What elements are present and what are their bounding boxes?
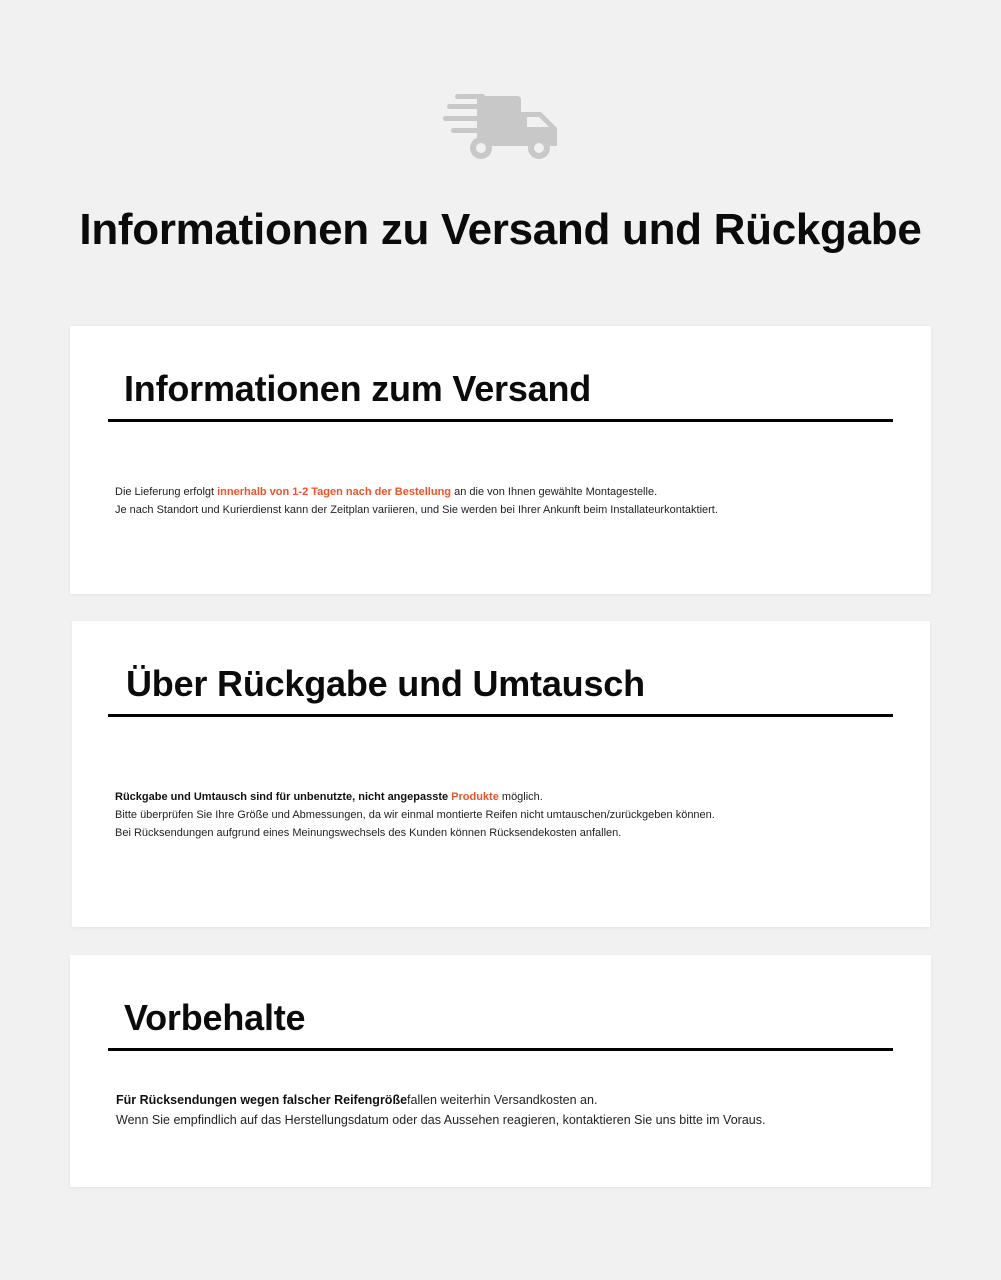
products-highlight: Produkte — [451, 791, 499, 803]
shipping-info-card — [70, 326, 931, 594]
delivery-truck-icon — [443, 92, 559, 160]
shipping-line-1-end: an die von Ihnen gewählte Montagestelle. — [451, 486, 658, 498]
returns-text — [115, 788, 890, 842]
returns-section-title: Über Rückgabe und Umtausch — [126, 663, 645, 704]
delivery-time-highlight: innerhalb von 1-2 Tagen nach der Bestellung — [217, 486, 452, 498]
section-divider — [108, 1048, 893, 1051]
returns-line-3: Bei Rücksendungen aufgrund eines Meinungswechsels des Kunden können Rücksendekosten anfallen. — [115, 827, 622, 839]
shipping-text — [115, 483, 891, 519]
shipping-section-title: Informationen zum Versand — [124, 368, 592, 409]
returns-line-1-bold: Rückgabe und Umtausch sind für unbenutzte, nicht angepasste — [115, 791, 452, 803]
returns-line-1 — [115, 788, 890, 806]
returns-info-card — [72, 621, 930, 927]
shipping-line-1-text: Die Lieferung erfolgt — [115, 486, 218, 498]
reservations-section-title: Vorbehalte — [124, 997, 306, 1038]
section-divider — [108, 714, 893, 717]
shipping-line-1 — [115, 483, 891, 501]
reservations-line-1-end: fallen weiterhin Versandkosten an. — [407, 1093, 598, 1107]
reservations-line-1-bold: Für Rücksendungen wegen falscher Reifengröße — [116, 1093, 408, 1107]
shipping-line-2: Je nach Standort und Kurierdienst kann der Zeitplan variieren, und Sie werden bei Ihrer Ankunft beim Installateurkontaktiert. — [115, 504, 718, 516]
returns-line-1-end: möglich. — [498, 791, 543, 803]
returns-line-2: Bitte überprüfen Sie Ihre Größe und Abmessungen, da wir einmal montierte Reifen nicht umtauschen/zurückgeben können. — [115, 809, 715, 821]
reservations-card — [70, 955, 931, 1187]
page-title: Informationen zu Versand und Rückgabe — [79, 205, 922, 254]
reservations-text — [116, 1090, 891, 1130]
section-divider — [108, 419, 893, 422]
reservations-line-2: Wenn Sie empfindlich auf das Herstellungsdatum oder das Aussehen reagieren, kontaktieren Sie uns bitte im Voraus. — [116, 1113, 766, 1127]
reservations-line-1 — [116, 1090, 891, 1110]
